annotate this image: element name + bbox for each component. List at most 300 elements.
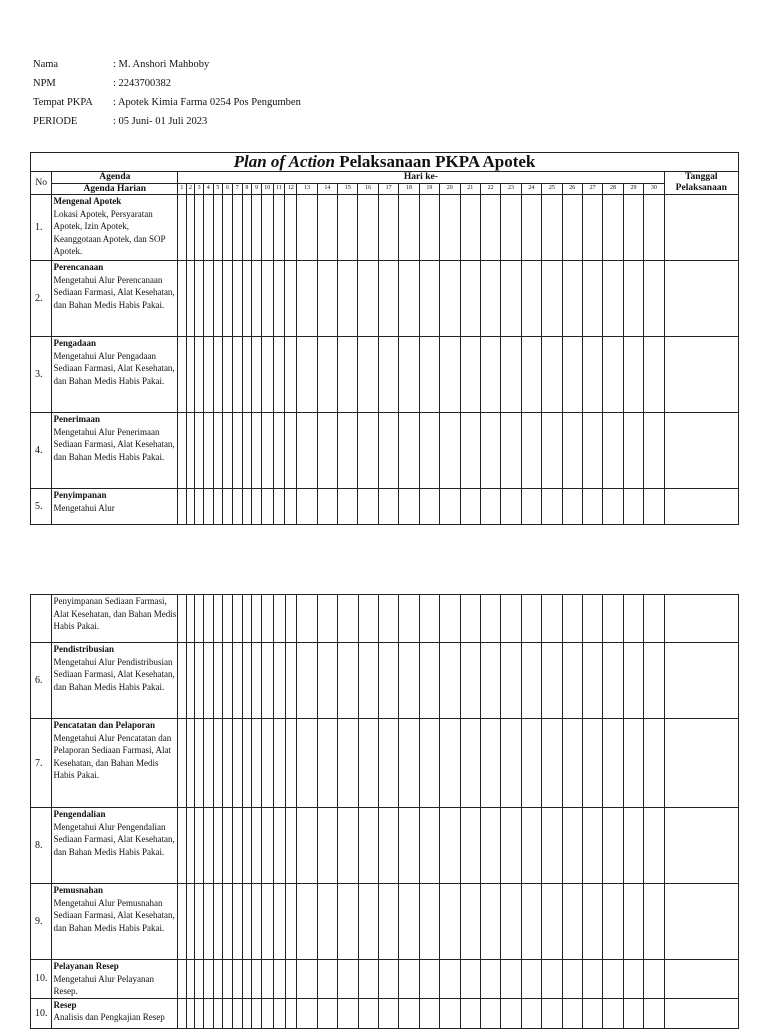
table-row: [31, 808, 739, 884]
day-cell: [521, 337, 541, 413]
day-number: 9: [252, 183, 262, 195]
day-cell: [419, 960, 439, 999]
day-cell: [195, 808, 204, 884]
day-cell: [252, 643, 262, 719]
day-cell: [232, 595, 242, 643]
day-cell: [261, 643, 273, 719]
day-cell: [603, 413, 623, 489]
tanggal-cell: [664, 719, 738, 808]
day-cell: [242, 960, 252, 999]
day-cell: [317, 413, 337, 489]
day-cell: [644, 413, 664, 489]
day-cell: [203, 884, 213, 960]
day-cell: [460, 261, 480, 337]
day-cell: [261, 337, 273, 413]
agenda-cell: [52, 337, 178, 413]
info-row: [33, 112, 301, 131]
day-cell: [338, 261, 358, 337]
day-cell: [521, 719, 541, 808]
day-cell: [285, 195, 297, 261]
day-number: 8: [242, 183, 252, 195]
day-cell: [232, 413, 242, 489]
agenda-cell: [52, 719, 178, 808]
day-cell: [186, 808, 195, 884]
day-cell: [460, 960, 480, 999]
day-cell: [542, 489, 562, 525]
day-cell: [542, 808, 562, 884]
day-cell: [378, 643, 398, 719]
day-cell: [583, 719, 603, 808]
day-cell: [358, 960, 378, 999]
day-cell: [358, 195, 378, 261]
day-cell: [252, 261, 262, 337]
day-cell: [178, 719, 187, 808]
day-cell: [378, 719, 398, 808]
day-cell: [419, 595, 439, 643]
day-cell: [399, 719, 419, 808]
day-cell: [261, 884, 273, 960]
day-cell: [213, 489, 223, 525]
agenda-title: Pendistribusian: [53, 644, 115, 654]
day-cell: [261, 489, 273, 525]
day-cell: [440, 595, 460, 643]
day-cell: [419, 337, 439, 413]
day-cell: [273, 413, 285, 489]
day-cell: [273, 195, 285, 261]
day-cell: [358, 489, 378, 525]
table-row: [31, 413, 739, 489]
day-cell: [242, 195, 252, 261]
day-number: 12: [285, 183, 297, 195]
day-cell: [480, 195, 500, 261]
day-cell: [252, 808, 262, 884]
day-cell: [261, 195, 273, 261]
day-cell: [285, 337, 297, 413]
day-number: 29: [623, 183, 643, 195]
day-cell: [440, 719, 460, 808]
subheader-row: [31, 183, 739, 195]
day-cell: [562, 960, 582, 999]
agenda-title: Pemusnahan: [53, 885, 103, 895]
day-cell: [178, 195, 187, 261]
day-cell: [562, 595, 582, 643]
day-cell: [285, 884, 297, 960]
day-cell: [603, 195, 623, 261]
day-cell: [223, 337, 233, 413]
day-cell: [195, 195, 204, 261]
day-cell: [623, 643, 643, 719]
day-cell: [603, 489, 623, 525]
day-cell: [223, 595, 233, 643]
day-cell: [603, 884, 623, 960]
day-cell: [440, 261, 460, 337]
day-cell: [252, 489, 262, 525]
info-label: PERIODE: [33, 116, 78, 127]
day-cell: [378, 261, 398, 337]
day-cell: [582, 337, 602, 413]
day-number: 19: [419, 183, 439, 195]
day-cell: [242, 884, 252, 960]
day-cell: [338, 884, 358, 960]
day-cell: [285, 413, 297, 489]
day-cell: [542, 337, 562, 413]
day-cell: [399, 595, 419, 643]
day-number: 22: [480, 183, 500, 195]
day-cell: [285, 719, 297, 808]
day-cell: [562, 808, 582, 884]
day-cell: [542, 960, 562, 999]
row-number: [31, 595, 52, 643]
day-cell: [223, 489, 233, 525]
title-row: [31, 153, 739, 172]
day-cell: [501, 413, 521, 489]
agenda-title: Pengadaan: [53, 338, 96, 348]
day-cell: [583, 960, 603, 999]
day-cell: [501, 643, 521, 719]
day-cell: [399, 489, 419, 525]
tanggal-cell: [664, 413, 738, 489]
day-cell: [213, 719, 223, 808]
agenda-cell: [52, 489, 178, 525]
day-number: 11: [273, 183, 285, 195]
info-value: : 05 Juni- 01 Juli 2023: [113, 116, 208, 127]
day-number: 25: [542, 183, 562, 195]
day-cell: [358, 595, 378, 643]
day-number: 30: [644, 183, 664, 195]
agenda-title: Perencanaan: [53, 262, 104, 272]
agenda-description: Mengetahui Alur Pemusnahan Sediaan Farmasi, Alat Kesehatan, dan Bahan Medis Habis Pakai.: [53, 897, 175, 933]
day-cell: [261, 960, 273, 999]
day-cell: [338, 808, 358, 884]
day-cell: [521, 960, 541, 999]
day-cell: [186, 884, 195, 960]
agenda-description: Mengetahui Alur Pencatatan dan Pelaporan Sediaan Farmasi, Alat Kesehatan, dan Bahan Medis Habis Pakai.: [53, 732, 172, 781]
day-cell: [213, 643, 223, 719]
row-number: 4.: [31, 413, 52, 489]
agenda-cell: [52, 884, 178, 960]
day-cell: [297, 489, 317, 525]
day-cell: [644, 719, 664, 808]
agenda-title: Pencatatan dan Pelaporan: [53, 720, 155, 730]
day-cell: [317, 261, 337, 337]
day-number: 26: [562, 183, 582, 195]
row-number: 5.: [31, 489, 52, 525]
day-cell: [203, 960, 213, 999]
day-cell: [378, 960, 398, 999]
day-cell: [378, 884, 398, 960]
day-cell: [480, 489, 500, 525]
day-cell: [460, 337, 480, 413]
day-cell: [562, 337, 582, 413]
day-cell: [358, 413, 378, 489]
day-cell: [232, 337, 242, 413]
row-number: 8.: [31, 808, 52, 884]
info-value: : Apotek Kimia Farma 0254 Pos Pengumben: [113, 97, 301, 108]
day-cell: [261, 261, 273, 337]
day-cell: [603, 808, 623, 884]
info-row: [33, 55, 301, 74]
day-cell: [178, 595, 187, 643]
day-cell: [203, 413, 213, 489]
day-number: 20: [440, 183, 460, 195]
day-cell: [252, 337, 262, 413]
day-cell: [603, 643, 623, 719]
agenda-description: Mengetahui Alur Pendistribusian Sediaan Farmasi, Alat Kesehatan, dan Bahan Medis Habis Pakai.: [53, 656, 175, 692]
day-cell: [261, 595, 273, 643]
day-cell: [419, 884, 439, 960]
day-cell: [317, 960, 337, 999]
info-value: : 2243700382: [113, 78, 172, 89]
day-cell: [582, 195, 602, 261]
tanggal-cell: [664, 808, 738, 884]
day-cell: [358, 808, 378, 884]
day-cell: [460, 195, 480, 261]
day-cell: [521, 195, 541, 261]
day-cell: [542, 595, 562, 643]
day-cell: [213, 195, 223, 261]
day-cell: [223, 261, 233, 337]
table-row: [31, 337, 739, 413]
day-cell: [252, 960, 262, 999]
day-cell: [542, 643, 562, 719]
day-cell: [480, 261, 500, 337]
day-cell: [460, 884, 480, 960]
day-cell: [317, 808, 337, 884]
day-cell: [542, 719, 562, 808]
day-cell: [317, 643, 337, 719]
info-label: Nama: [33, 59, 59, 70]
day-cell: [223, 413, 233, 489]
day-cell: [542, 195, 562, 261]
day-cell: [419, 489, 439, 525]
day-cell: [273, 337, 285, 413]
info-label: Tempat PKPA: [33, 97, 93, 108]
day-cell: [521, 884, 541, 960]
day-cell: [562, 719, 582, 808]
day-cell: [285, 808, 297, 884]
day-cell: [521, 261, 541, 337]
day-cell: [480, 884, 500, 960]
day-cell: [644, 595, 664, 643]
day-cell: [378, 195, 398, 261]
day-cell: [178, 261, 187, 337]
day-cell: [203, 195, 213, 261]
day-cell: [242, 719, 252, 808]
day-cell: [460, 489, 480, 525]
day-cell: [285, 261, 297, 337]
day-cell: [242, 337, 252, 413]
agenda-title: Penerimaan: [53, 414, 100, 424]
day-cell: [195, 337, 204, 413]
day-cell: [178, 643, 187, 719]
agenda-description: Mengetahui Alur: [53, 502, 115, 513]
day-cell: [644, 808, 664, 884]
day-cell: [297, 595, 317, 643]
day-cell: [178, 808, 187, 884]
day-cell: [399, 884, 419, 960]
day-cell: [378, 808, 398, 884]
day-cell: [223, 884, 233, 960]
student-info: [33, 55, 301, 131]
day-cell: [378, 595, 398, 643]
table-row: [31, 643, 739, 719]
day-cell: [480, 808, 500, 884]
day-cell: [480, 413, 500, 489]
day-cell: [242, 261, 252, 337]
day-cell: [285, 960, 297, 999]
day-cell: [232, 884, 242, 960]
day-cell: [273, 719, 285, 808]
day-cell: [242, 489, 252, 525]
table-row: [31, 884, 739, 960]
day-cell: [242, 808, 252, 884]
day-number: 5: [213, 183, 223, 195]
day-cell: [242, 413, 252, 489]
day-cell: [399, 643, 419, 719]
day-cell: [480, 337, 500, 413]
day-cell: [501, 195, 521, 261]
table-row: [31, 960, 739, 999]
day-number: 16: [358, 183, 378, 195]
day-cell: [542, 413, 562, 489]
day-cell: [213, 808, 223, 884]
day-cell: [378, 413, 398, 489]
day-cell: [261, 413, 273, 489]
agenda-cell: [52, 808, 178, 884]
day-cell: [186, 595, 195, 643]
plan-of-action-table: [30, 152, 739, 525]
day-cell: [440, 808, 460, 884]
day-cell: [252, 595, 262, 643]
row-number: 10.: [31, 960, 52, 999]
info-label: NPM: [33, 78, 56, 89]
day-cell: [285, 595, 297, 643]
day-number: 1: [178, 183, 187, 195]
day-cell: [195, 489, 204, 525]
day-cell: [501, 261, 521, 337]
day-cell: [440, 195, 460, 261]
day-cell: [358, 719, 378, 808]
plan-of-action-table-continued: [30, 594, 739, 1029]
agenda-title: Mengenal Apotek: [53, 196, 122, 206]
agenda-title: Pengendalian: [53, 809, 106, 819]
agenda-description: Penyimpanan Sediaan Farmasi, Alat Kesehatan, dan Bahan Medis Habis Pakai.: [53, 596, 177, 632]
day-cell: [178, 489, 187, 525]
agenda-cell: [52, 595, 178, 643]
day-cell: [623, 195, 643, 261]
day-cell: [223, 808, 233, 884]
day-cell: [338, 719, 358, 808]
day-cell: [232, 643, 242, 719]
day-cell: [562, 261, 582, 337]
day-cell: [232, 489, 242, 525]
table-row: [31, 719, 739, 808]
day-cell: [399, 808, 419, 884]
day-cell: [521, 643, 541, 719]
title-italic: Plan of Action: [233, 152, 335, 171]
agenda-description: Mengetahui Alur Pengadaan Sediaan Farmasi, Alat Kesehatan, dan Bahan Medis Habis Pakai.: [53, 350, 175, 386]
day-cell: [582, 261, 602, 337]
agenda-description: Mengetahui Alur Pengendalian Sediaan Farmasi, Alat Kesehatan, dan Bahan Medis Habis Pakai.: [53, 821, 175, 857]
agenda-description: Mengetahui Alur Pelayanan Resep.: [53, 973, 154, 997]
day-number: 21: [460, 183, 480, 195]
day-cell: [419, 643, 439, 719]
row-number: 1.: [31, 195, 52, 261]
day-cell: [644, 884, 664, 960]
day-cell: [203, 489, 213, 525]
day-cell: [419, 195, 439, 261]
day-cell: [460, 643, 480, 719]
day-cell: [223, 960, 233, 999]
day-cell: [242, 643, 252, 719]
day-number: 17: [378, 183, 398, 195]
table-title: [31, 153, 739, 172]
day-cell: [338, 413, 358, 489]
day-cell: [419, 413, 439, 489]
day-number: 27: [582, 183, 602, 195]
tanggal-cell: [664, 195, 738, 261]
day-number: 4: [203, 183, 213, 195]
day-cell: [562, 195, 582, 261]
day-cell: [623, 808, 643, 884]
agenda-cell: [52, 261, 178, 337]
day-cell: [460, 595, 480, 643]
day-cell: [644, 261, 664, 337]
day-cell: [623, 719, 643, 808]
day-cell: [273, 489, 285, 525]
day-cell: [501, 884, 521, 960]
tanggal-cell: [664, 595, 738, 643]
day-cell: [273, 960, 285, 999]
day-cell: [195, 960, 204, 999]
day-cell: [213, 261, 223, 337]
day-cell: [399, 195, 419, 261]
day-cell: [317, 884, 337, 960]
day-cell: [213, 960, 223, 999]
day-number: 18: [399, 183, 419, 195]
day-cell: [419, 719, 439, 808]
day-cell: [252, 413, 262, 489]
row-number: 3.: [31, 337, 52, 413]
agenda-description: Lokasi Apotek, Persyaratan Apotek, Izin Apotek, Keanggotaan Apotek, dan SOP Apotek.: [53, 208, 166, 257]
row-number: 2.: [31, 261, 52, 337]
day-number: 15: [338, 183, 358, 195]
day-cell: [223, 195, 233, 261]
day-cell: [623, 337, 643, 413]
day-cell: [583, 595, 603, 643]
day-cell: [358, 337, 378, 413]
day-cell: [562, 489, 582, 525]
table-row: [31, 489, 739, 525]
hari-header: Hari ke-: [178, 172, 664, 184]
day-cell: [317, 337, 337, 413]
row-number: 7.: [31, 719, 52, 808]
day-cell: [232, 808, 242, 884]
title-text: Pelaksanaan PKPA Apotek: [334, 152, 536, 171]
agenda-cell: [52, 643, 178, 719]
day-cell: [297, 413, 317, 489]
day-cell: [297, 337, 317, 413]
day-cell: [460, 413, 480, 489]
agenda-description: Mengetahui Alur Penerimaan Sediaan Farmasi, Alat Kesehatan, dan Bahan Medis Habis Pakai.: [53, 426, 175, 462]
agenda-harian-header: Agenda Harian: [52, 183, 178, 195]
day-cell: [203, 643, 213, 719]
day-cell: [521, 489, 541, 525]
day-cell: [440, 489, 460, 525]
day-cell: [297, 884, 317, 960]
day-cell: [440, 960, 460, 999]
day-cell: [186, 643, 195, 719]
